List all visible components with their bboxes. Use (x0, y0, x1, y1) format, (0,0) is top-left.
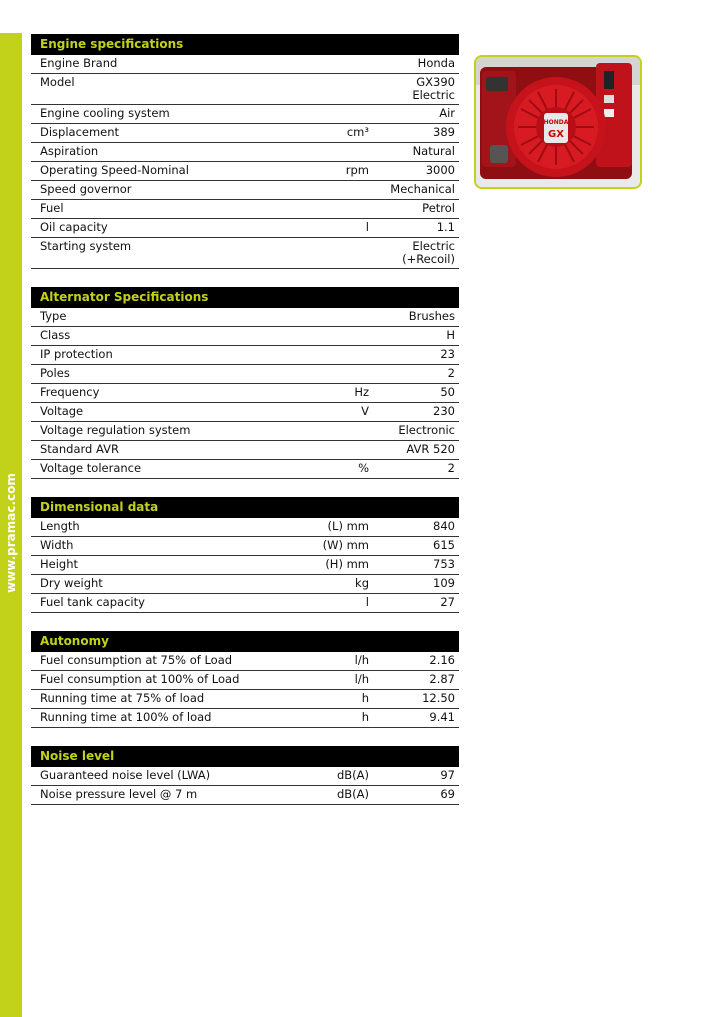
spec-value: 97 (440, 768, 455, 782)
spec-label: Fuel tank capacity (40, 595, 145, 609)
spec-value: Air (439, 106, 455, 120)
spec-value: 109 (433, 576, 455, 590)
spec-row (31, 422, 459, 441)
spec-label: Dry weight (40, 576, 103, 590)
spec-unit: l (365, 220, 369, 234)
spec-unit: (H) mm (325, 557, 369, 571)
spec-label: Running time at 75% of load (40, 691, 205, 705)
engine-photo (474, 55, 642, 189)
spec-label: Voltage regulation system (40, 423, 191, 437)
spec-unit: l/h (354, 653, 369, 667)
spec-unit: (L) mm (327, 519, 369, 533)
spec-label: Operating Speed-Nominal (40, 163, 189, 177)
spec-unit: dB(A) (336, 768, 369, 782)
spec-label: Displacement (40, 125, 120, 139)
spec-row (31, 238, 459, 269)
spec-label: Type (40, 309, 67, 323)
spec-unit: (W) mm (322, 538, 369, 552)
spec-row (31, 709, 459, 728)
spec-label: Voltage (40, 404, 84, 418)
spec-value: GX390 Electric (412, 75, 455, 102)
spec-label: Oil capacity (40, 220, 108, 234)
spec-unit: % (358, 461, 369, 475)
spec-value: H (446, 328, 455, 342)
spec-label: Fuel consumption at 100% of Load (40, 672, 240, 686)
spec-value: Electric (+Recoil) (402, 239, 455, 266)
section-title: Noise level (31, 746, 459, 767)
spec-unit: V (361, 404, 369, 418)
spec-value: 753 (433, 557, 455, 571)
spec-unit: Hz (354, 385, 369, 399)
spec-row (31, 767, 459, 786)
spec-row (31, 181, 459, 200)
spec-row (31, 652, 459, 671)
spec-unit: l/h (354, 672, 369, 686)
spec-label: Class (40, 328, 71, 342)
spec-value: Natural (412, 144, 455, 158)
spec-label: Voltage tolerance (40, 461, 142, 475)
spec-value: 12.50 (422, 691, 455, 705)
spec-row (31, 365, 459, 384)
spec-row (31, 518, 459, 537)
section-dimensional (31, 497, 459, 613)
spec-label: Model (40, 75, 75, 89)
brand-mark-text: HONDA (543, 119, 569, 126)
spec-value: Mechanical (390, 182, 455, 196)
specifications (31, 34, 459, 823)
spec-value: 23 (440, 347, 455, 361)
spec-label: Speed governor (40, 182, 132, 196)
section-engine (31, 34, 459, 269)
spec-label: IP protection (40, 347, 113, 361)
spec-row (31, 690, 459, 709)
spec-label: Standard AVR (40, 442, 119, 456)
spec-row (31, 143, 459, 162)
spec-value: 50 (440, 385, 455, 399)
section-autonomy (31, 631, 459, 728)
spec-unit: dB(A) (336, 787, 369, 801)
spec-row (31, 786, 459, 805)
spec-row (31, 55, 459, 74)
spec-row (31, 327, 459, 346)
spec-row (31, 74, 459, 105)
spec-unit: kg (355, 576, 369, 590)
section-alternator (31, 287, 459, 479)
spec-value: Petrol (422, 201, 455, 215)
spec-value: 2.16 (429, 653, 455, 667)
spec-value: 230 (433, 404, 455, 418)
spec-value: 615 (433, 538, 455, 552)
spec-row (31, 460, 459, 479)
model-mark-text: GX (548, 129, 564, 140)
spec-row (31, 346, 459, 365)
spec-row (31, 671, 459, 690)
spec-row (31, 105, 459, 124)
spec-unit: h (361, 691, 369, 705)
spec-label: Fuel consumption at 75% of Load (40, 653, 233, 667)
spec-row (31, 594, 459, 613)
spec-label: Starting system (40, 239, 132, 253)
spec-row (31, 200, 459, 219)
spec-unit: h (361, 710, 369, 724)
spec-value: 2.87 (429, 672, 455, 686)
section-title: Alternator Specifications (31, 287, 459, 308)
spec-label: Guaranteed noise level (LWA) (40, 768, 211, 782)
spec-row (31, 308, 459, 327)
spec-value: Brushes (408, 309, 455, 323)
spec-value: 27 (440, 595, 455, 609)
section-title: Engine specifications (31, 34, 459, 55)
section-noise (31, 746, 459, 805)
spec-label: Engine Brand (40, 56, 118, 70)
spec-row (31, 537, 459, 556)
spec-label: Frequency (40, 385, 100, 399)
spec-value: 389 (433, 125, 455, 139)
spec-label: Height (40, 557, 79, 571)
spec-value: 3000 (425, 163, 455, 177)
spec-unit: cm³ (346, 125, 369, 139)
spec-value: 69 (440, 787, 455, 801)
spec-row (31, 384, 459, 403)
spec-value: 840 (433, 519, 455, 533)
spec-row (31, 403, 459, 422)
spec-label: Poles (40, 366, 70, 380)
spec-label: Aspiration (40, 144, 99, 158)
spec-value: 2 (447, 366, 455, 380)
section-title: Dimensional data (31, 497, 459, 518)
spec-row (31, 162, 459, 181)
section-title: Autonomy (31, 631, 459, 652)
spec-unit: l (365, 595, 369, 609)
spec-label: Noise pressure level @ 7 m (40, 787, 198, 801)
spec-value: 9.41 (429, 710, 455, 724)
spec-value: Honda (417, 56, 455, 70)
spec-value: 2 (447, 461, 455, 475)
spec-label: Length (40, 519, 80, 533)
spec-row (31, 124, 459, 143)
spec-label: Running time at 100% of load (40, 710, 212, 724)
website-url[interactable]: www.pramac.com (4, 473, 18, 593)
side-accent-bar (0, 33, 22, 1017)
spec-label: Fuel (40, 201, 64, 215)
spec-row (31, 575, 459, 594)
spec-label: Width (40, 538, 74, 552)
spec-value: AVR 520 (406, 442, 455, 456)
spec-value: Electronic (398, 423, 455, 437)
spec-unit: rpm (345, 163, 369, 177)
spec-row (31, 219, 459, 238)
spec-row (31, 556, 459, 575)
spec-row (31, 441, 459, 460)
spec-value: 1.1 (436, 220, 455, 234)
spec-label: Engine cooling system (40, 106, 170, 120)
